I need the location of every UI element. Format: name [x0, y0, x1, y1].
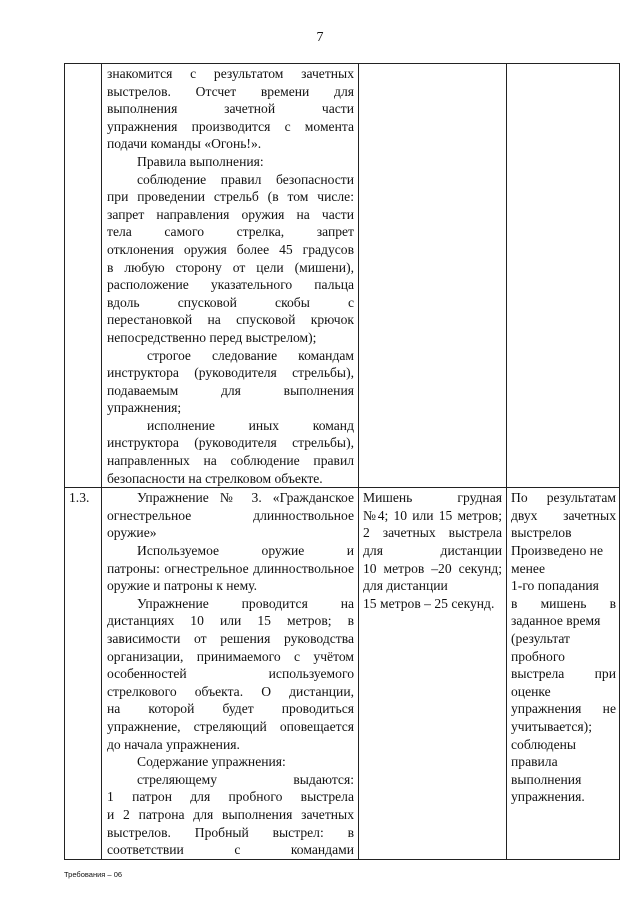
- text-line: выстрела при: [511, 666, 616, 682]
- text-line: 10 метров –20 секунд;: [363, 560, 502, 576]
- text-line: двух зачетных: [511, 507, 616, 523]
- text-line: правила: [511, 754, 558, 770]
- text-line: 1 патрон для пробного выстрела: [107, 789, 354, 805]
- text-line: непосредственно перед выстрелом);: [107, 329, 317, 345]
- text-line: безопасности на стрелковом объекте.: [107, 470, 323, 486]
- text-line: до начала упражнения.: [107, 736, 240, 752]
- exercise-content-cell: [102, 488, 359, 859]
- row-number: 1.3.: [69, 490, 90, 506]
- table-row-exercise-3: [65, 488, 620, 859]
- text-line: (результат: [511, 631, 571, 646]
- exercise-content: [102, 64, 358, 487]
- text-line: оружие и патроны к нему.: [107, 578, 258, 594]
- page-number: 7: [316, 30, 324, 45]
- table-row-continuation: [65, 64, 620, 488]
- text-line: запрет направления оружия на части: [107, 206, 354, 222]
- text-line: выполнения: [511, 771, 582, 787]
- text-line: особенностей используемого: [107, 666, 354, 682]
- text-line: стрелкового объекта. О дистанции,: [107, 683, 354, 699]
- text-line: Упражнение проводится на: [137, 595, 354, 611]
- text-line: оружие»: [107, 525, 157, 541]
- exercise-content: [102, 488, 358, 858]
- text-line: соблюдение правил безопасности: [137, 171, 354, 187]
- text-line: менее: [511, 560, 545, 576]
- text-line: для дистанции: [363, 578, 448, 594]
- text-line: стреляющему выдаются:: [137, 771, 354, 787]
- text-line: 1-го попадания: [511, 578, 599, 594]
- text-line: Содержание упражнения:: [137, 754, 286, 770]
- text-line: инструктора (руководителя стрельбы),: [107, 435, 354, 451]
- text-line: Мишень грудная: [363, 490, 502, 506]
- text-line: выстрелов. Отсчет времени для: [107, 83, 354, 99]
- text-line: при проведении стрельб (в том числе:: [107, 189, 354, 205]
- evaluation-cell: [507, 488, 620, 859]
- text-line: 2 зачетных выстрела: [363, 525, 502, 541]
- text-line: №4; 10 или 15 метров;: [363, 507, 502, 523]
- text-line: на которой будет проводиться: [107, 701, 354, 717]
- text-line: строгое следование командам: [147, 347, 354, 363]
- text-line: выполнения зачетной части: [107, 101, 354, 117]
- text-line: для дистанции: [363, 543, 502, 559]
- text-line: и 2 патрона для выполнения зачетных: [107, 806, 354, 822]
- text-line: соответствии с командами: [107, 842, 354, 858]
- text-line: упражнения;: [107, 400, 182, 416]
- text-line: выстрелов: [511, 525, 572, 541]
- text-line: расположение указательного пальца: [107, 277, 354, 293]
- text-line: тела самого стрелка, запрет: [107, 224, 354, 240]
- evaluation-cell: [507, 64, 620, 488]
- text-line: инструктора (руководителя стрельбы),: [107, 365, 354, 381]
- text-line: выстрелов. Пробный выстрел: в: [107, 824, 354, 840]
- conditions-text: [359, 64, 506, 65]
- text-line: упражнения.: [511, 789, 585, 805]
- text-line: отклонения оружия более 45 градусов: [107, 241, 354, 257]
- text-line: заданное время: [511, 613, 601, 629]
- text-line: соблюдены: [511, 736, 577, 752]
- text-line: упражнения производится с момента: [107, 118, 354, 134]
- row-number-cell: [65, 488, 102, 859]
- text-line: патроны: огнестрельное длинноствольное: [107, 560, 354, 576]
- text-line: направленных на соблюдение правил: [107, 453, 354, 469]
- text-line: зависимости от решения руководства: [107, 631, 354, 646]
- row-number-cell: [65, 64, 102, 488]
- text-line: упражнения не: [511, 701, 616, 717]
- text-line: Правила выполнения:: [137, 153, 264, 169]
- text-line: исполнение иных команд: [147, 417, 354, 433]
- text-line: вдоль спусковой скобы с: [107, 294, 354, 310]
- text-line: подаваемым для выполнения: [107, 382, 354, 398]
- conditions-cell: [359, 64, 507, 488]
- text-line: Произведено не: [511, 543, 603, 559]
- row-number: [65, 64, 101, 65]
- exercise-content-cell: [102, 64, 359, 488]
- requirements-table: [64, 63, 620, 860]
- conditions-cell: [359, 488, 507, 859]
- text-line: Используемое оружие и: [137, 543, 354, 559]
- text-line: 15 метров – 25 секунд.: [363, 595, 495, 611]
- text-line: организации, принимаемого с учётом: [107, 648, 354, 664]
- conditions-text: [359, 488, 506, 612]
- text-line: в мишень в: [511, 595, 616, 611]
- text-line: подачи команды «Огонь!».: [107, 136, 262, 152]
- text-line: Упражнение № 3. «Гражданское: [137, 490, 354, 506]
- text-line: оценке: [511, 683, 551, 699]
- text-line: упражнение, стреляющий оповещается: [107, 718, 354, 734]
- text-line: учитывается);: [511, 718, 592, 734]
- text-line: знакомится с результатом зачетных: [107, 66, 354, 81]
- text-line: По результатам: [511, 490, 616, 506]
- text-line: огнестрельное длинноствольное: [107, 507, 354, 523]
- text-line: пробного: [511, 648, 565, 664]
- footer-label: Требования – 06: [64, 870, 123, 879]
- text-line: дистанциях 10 или 15 метров; в: [107, 613, 354, 629]
- text-line: перестановкой на спусковой крючок: [107, 312, 354, 328]
- evaluation-text: [507, 488, 619, 806]
- text-line: в любую сторону от цели (мишени),: [107, 259, 354, 275]
- evaluation-text: [507, 64, 619, 65]
